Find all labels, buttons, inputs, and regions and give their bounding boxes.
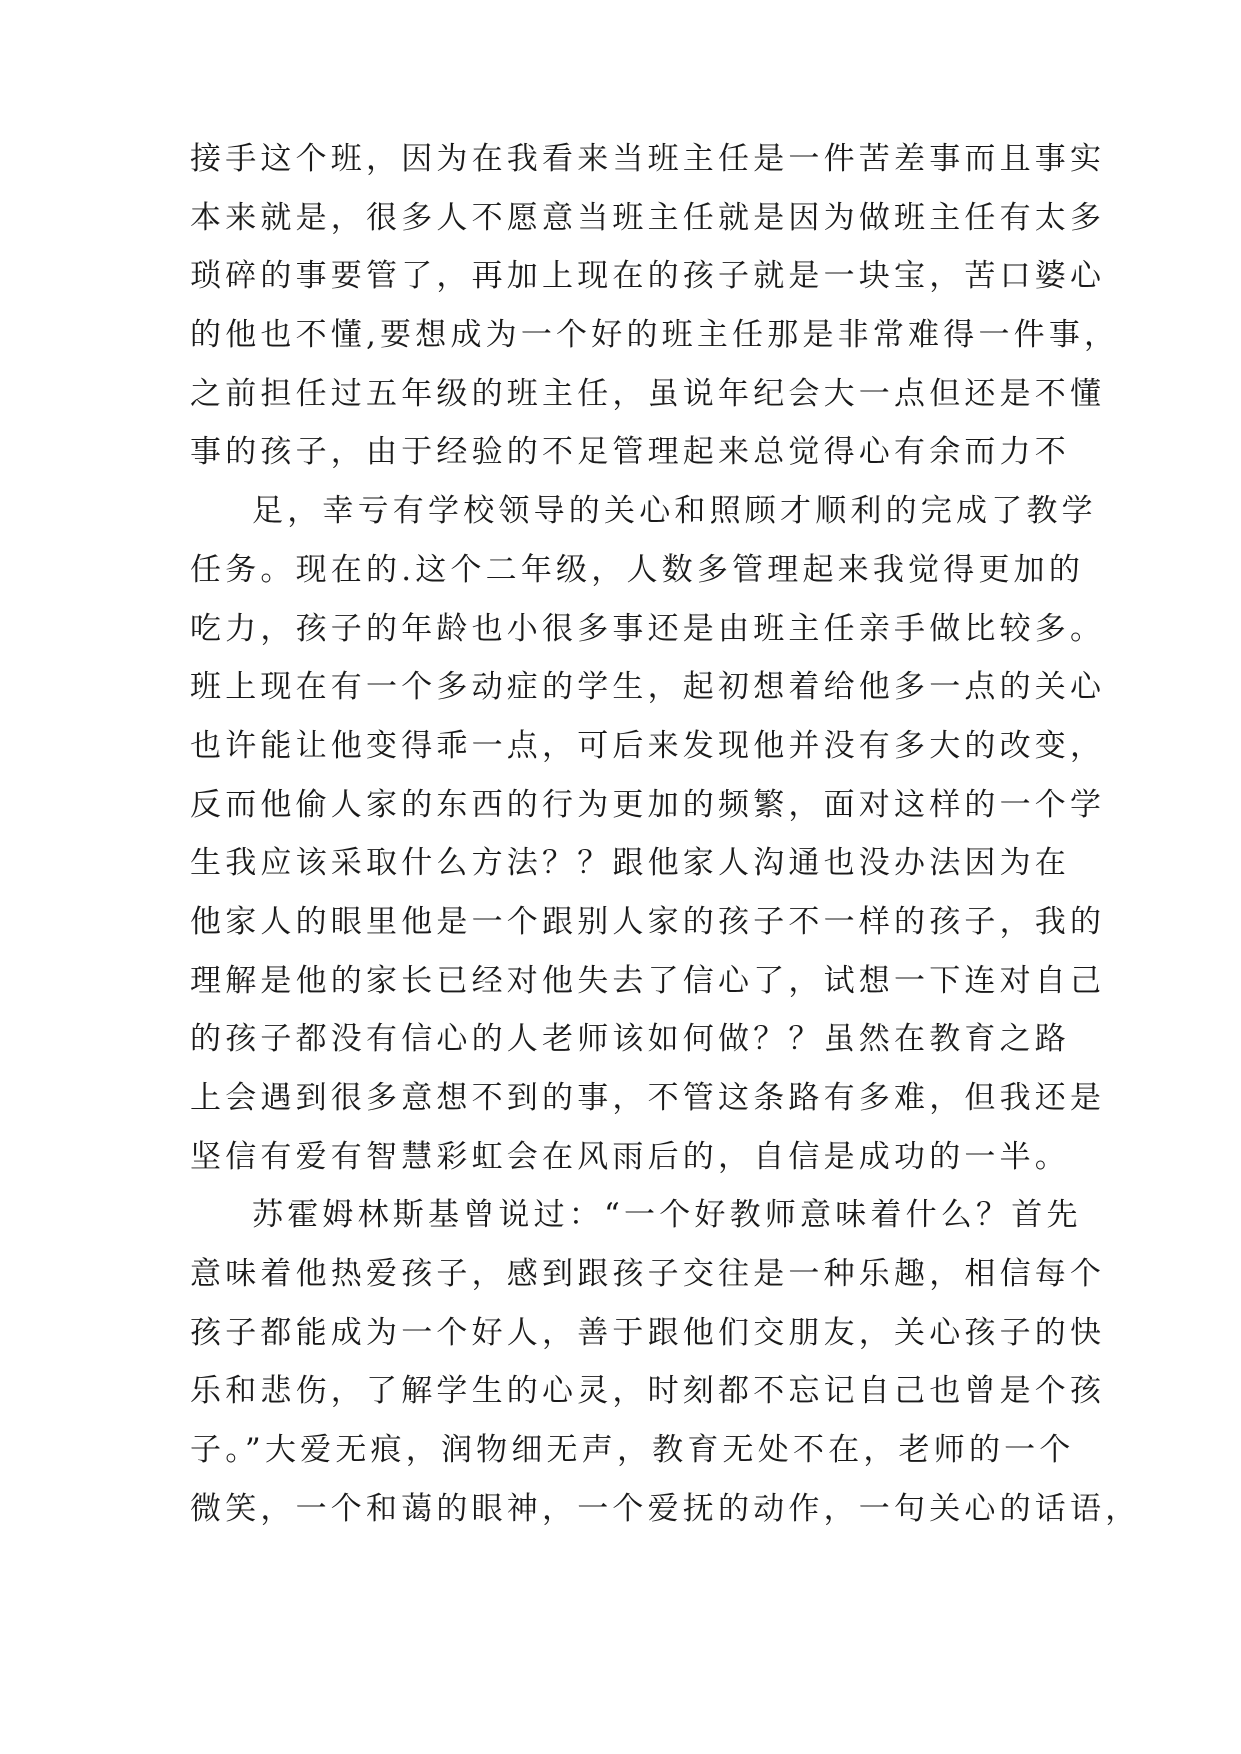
text-line: 的孩子都没有信心的人老师该如何做？？虽然在教育之路 (190, 1021, 1070, 1058)
text-line: 反而他偷人家的东西的行为更加的频繁，面对这样的一个学 (190, 786, 1106, 823)
text-line: 生我应该采取什么方法？？跟他家人沟通也没办法因为在 (190, 845, 1070, 882)
text-line: 他家人的眼里他是一个跟别人家的孩子不一样的孩子，我的 (190, 903, 1106, 940)
text-line: 也许能让他变得乖一点，可后来发现他并没有多大的改变， (190, 727, 1106, 764)
document-body (190, 130, 1141, 1539)
text-line: 苏霍姆林斯基曾说过：“一个好教师意味着什么？首先 (252, 1197, 1082, 1234)
text-line: 接手这个班，因为在我看来当班主任是一件苦差事而且事实 (190, 141, 1106, 177)
text-line: 事的孩子，由于经验的不足管理起来总觉得心有余而力不 (190, 434, 1070, 471)
text-line: 意味着他热爱孩子，感到跟孩子交往是一种乐趣，相信每个 (190, 1256, 1106, 1293)
text-line: 微笑，一个和蔼的眼神，一个爱抚的动作，一句关心的话语， (190, 1490, 1141, 1527)
text-line: 吃力，孩子的年龄也小很多事还是由班主任亲手做比较多。 (190, 610, 1106, 647)
text-line: 本来就是，很多人不愿意当班主任就是因为做班主任有太多 (190, 199, 1106, 236)
text-line: 乐和悲伤，了解学生的心灵，时刻都不忘记自己也曾是个孩 (190, 1373, 1106, 1410)
text-line: 理解是他的家长已经对他失去了信心了，试想一下连对自己 (190, 962, 1106, 999)
text-line: 子。”大爱无痕，润物细无声，教育无处不在，老师的一个 (190, 1432, 1075, 1469)
text-line: 班上现在有一个多动症的学生，起初想着给他多一点的关心 (190, 669, 1106, 706)
text-line: 的他也不懂,要想成为一个好的班主任那是非常难得一件事， (190, 317, 1120, 354)
text-line: 琐碎的事要管了，再加上现在的孩子就是一块宝，苦口婆心 (190, 258, 1106, 295)
text-line: 坚信有爱有智慧彩虹会在风雨后的，自信是成功的一半。 (190, 1138, 1070, 1175)
text-line: 足，幸亏有学校领导的关心和照顾才顺利的完成了教学 (252, 493, 1097, 530)
text-line: 之前担任过五年级的班主任，虽说年纪会大一点但还是不懂 (190, 375, 1106, 412)
text-line: 任务。现在的.这个二年级，人数多管理起来我觉得更加的 (190, 551, 1085, 588)
text-line: 孩子都能成为一个好人，善于跟他们交朋友，关心孩子的快 (190, 1314, 1106, 1351)
text-line: 上会遇到很多意想不到的事，不管这条路有多难，但我还是 (190, 1080, 1106, 1116)
